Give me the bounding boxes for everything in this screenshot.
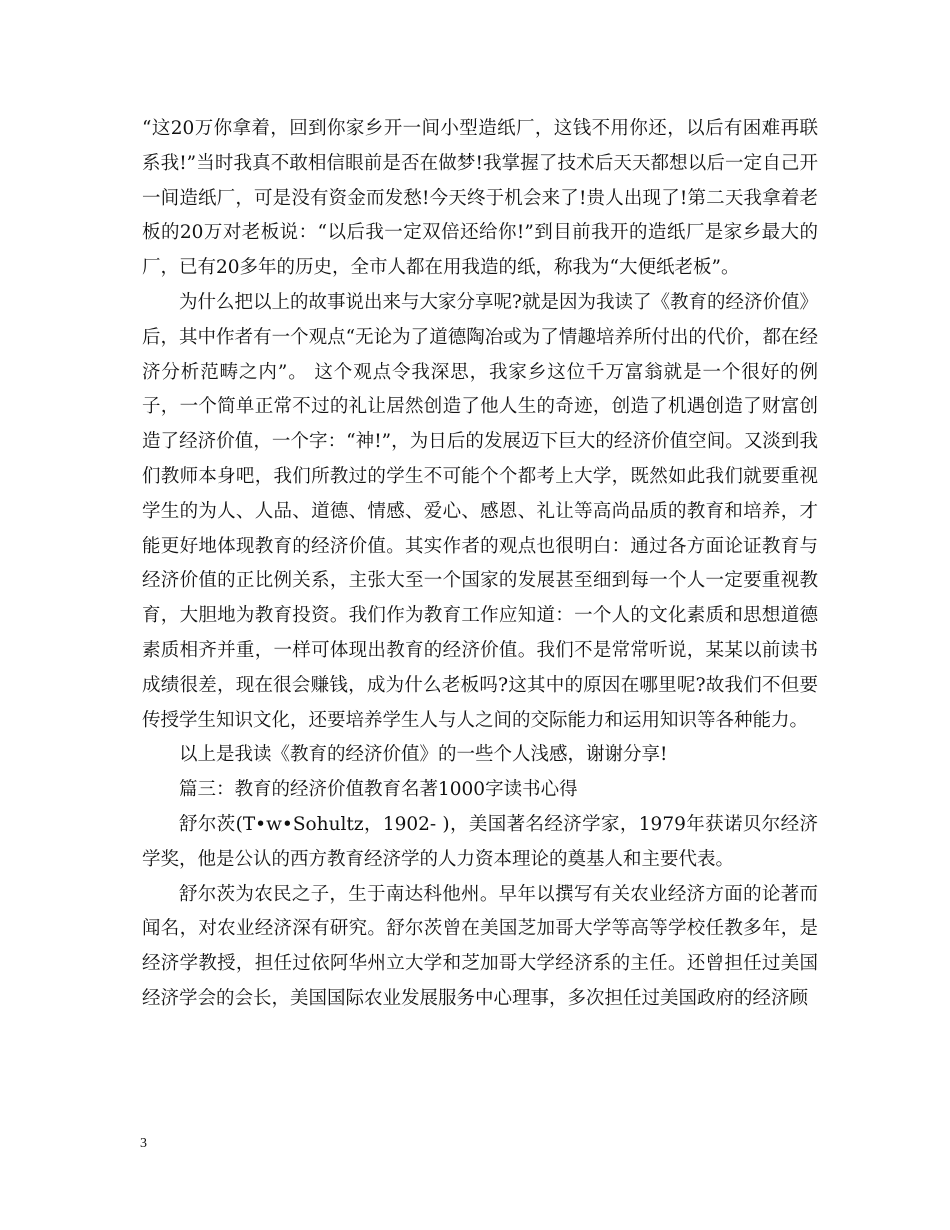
paragraph-author-bio: 舒尔茨为农民之子，生于南达科他州。早年以撰写有关农业经济方面的论著而闻名，对农业经济深有研究。舒尔茨曾在美国芝加哥大学等高等学校任教多年，是经济学教授，担任过依阿华州立大学和芝加哥大学经济系的主任。还曾担任过美国经济学会的会长，美国国际农业发展服务中心理事，多次担任过美国政府的经济顾 [142,883,818,1009]
paragraph-reflection: 为什么把以上的故事说出来与大家分享呢?就是因为我读了《教育的经济价值》后，其中作者有一个观点“无论为了道德陶冶或为了情趣培养所付出的代价，都在经济分析范畴之内”。 这个观点令我深思，我家乡这位千万富翁就是一个很好的例子，一个简单正常不过的礼让居然创造了他人生的奇迹，创造了机遇创造了财富创造了经济价值，一个字：“神!”，为日后的发展迈下巨大的经济价值空间。又淡到我们教师本身吧，我们所教过的学生不可能个个都考上大学，既然如此我们就要重视学生的为人、人品、道德、情感、爱心、感恩、礼让等高尚品质的教育和培养，才能更好地体现教育的经济价值。其实作者的观点也很明白：通过各方面论证教育与经济价值的正比例关系，主张大至一个国家的发展甚至细到每一个人一定要重视教育，大胆地为教育投资。我们作为教育工作应知道：一个人的文化素质和思想道德素质相齐并重，一样可体现出教育的经济价值。我们不是常常听说，某某以前读书成绩很差，现在很会赚钱，成为什么老板吗?这其中的原因在哪里呢?故我们不但要传授学生知识文化，还要培养学生人与人之间的交际能力和运用知识等各种能力。 [142,291,818,731]
section-heading: 篇三：教育的经济价值教育名著1000字读书心得 [179,779,578,801]
paragraph-author-intro: 舒尔茨(T•w•Sohultz，1902- )，美国著名经济学家，1979年获诺贝尔经济学奖，他是公认的西方教育经济学的人力资本理论的奠基人和主要代表。 [142,813,818,870]
page-number: 3 [140,1136,147,1151]
document-body [142,112,818,1017]
paragraph-story-continuation: “这20万你拿着，回到你家乡开一间小型造纸厂，这钱不用你还，以后有困难再联系我!”当时我真不敢相信眼前是否在做梦!我掌握了技术后天天都想以后一定自己开一间造纸厂，可是没有资金而发愁!今天终于机会来了!贵人出现了!第二天我拿着老板的20万对老板说：“以后我一定双倍还给你!”到目前我开的造纸厂是家乡最大的厂，已有20多年的历史，全市人都在用我造的纸，称我为“大便纸老板”。 [142,118,818,279]
paragraph-closing: 以上是我读《教育的经济价值》的一些个人浅感，谢谢分享! [179,744,668,766]
